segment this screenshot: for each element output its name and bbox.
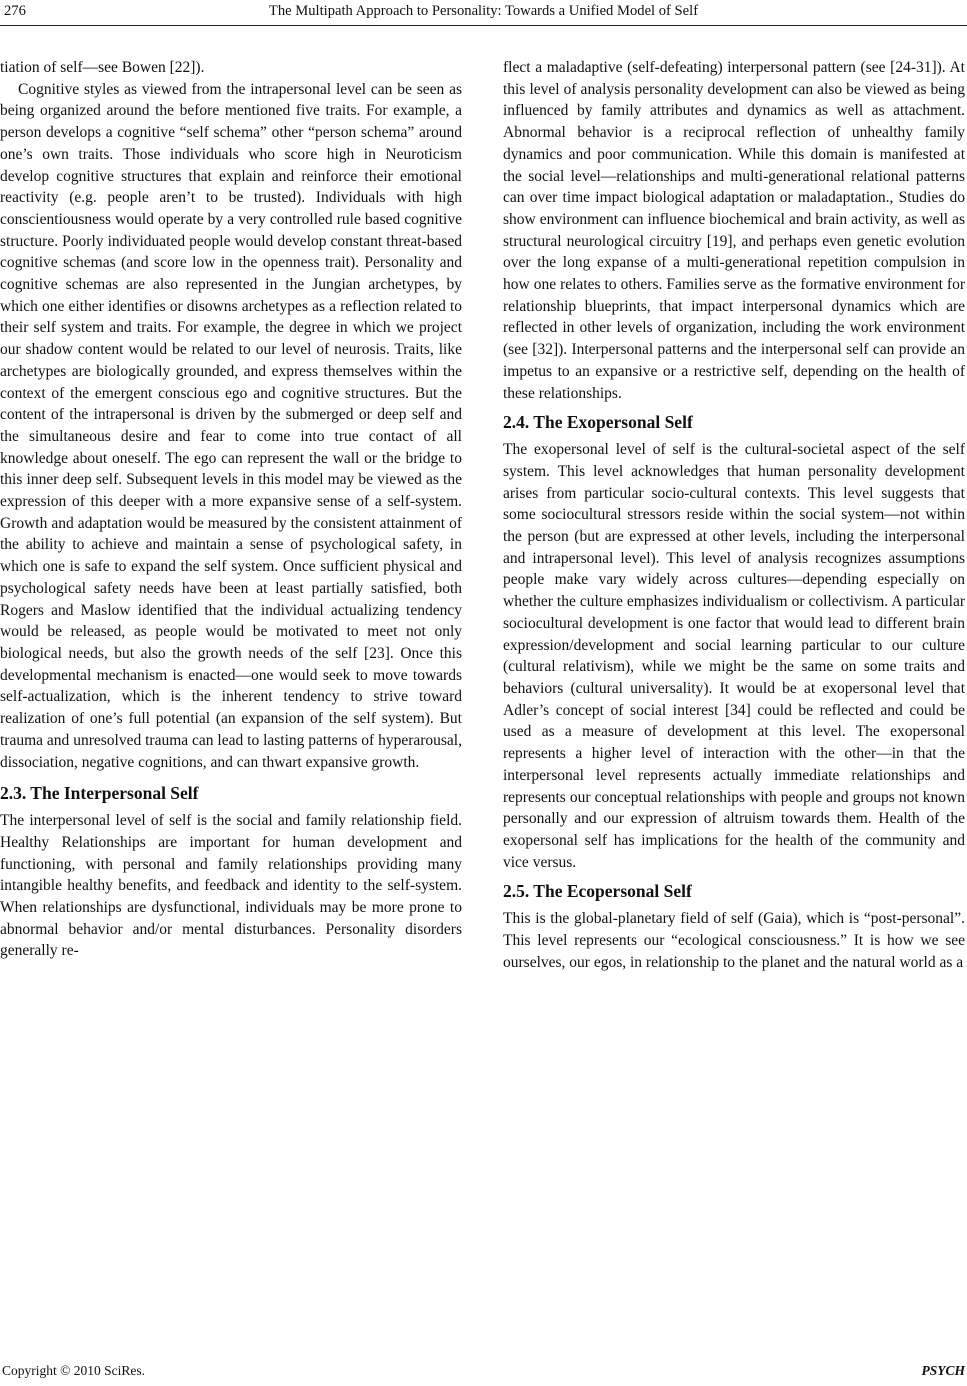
paragraph: The interpersonal level of self is the social and family relationship field. Healthy Relationships are important for human development and functioning, with personal and family relationships providing many intangible healthy benefits, and feedback and identity to the self-system. When relationships are dysfunctional, individuals may be more prone to abnormal behavior and/or mental disturbances. Personality disorders generally re- xyxy=(0,812,462,960)
right-column xyxy=(503,57,965,973)
journal-name: PSYCH xyxy=(921,1363,965,1378)
page-number: 276 xyxy=(4,3,26,19)
paragraph: tiation of self—see Bowen [22]). xyxy=(0,59,205,76)
section-heading: 2.4. The Exopersonal Self xyxy=(503,412,693,433)
copyright-notice: Copyright © 2010 SciRes. xyxy=(2,1363,146,1378)
left-column xyxy=(0,57,462,962)
paragraph: Cognitive styles as viewed from the intrapersonal level can be seen as being organized around the before mentioned five traits. For example, a person develops a cognitive “self schema” other “person schema” around one’s own traits. Those individuals who score high in Neuroticism develop cognitive structures that explain and reinforce their emotional reactivity (e.g. people aren’t to be trusted). Individuals with high conscientiousness would operate by a very controlled rule based cognitive structure. Poorly individuated people would develop constant threat-based cognitive schemas (and score low in the openness trait). Personality and cognitive schemas are also represented in the Jungian archetypes, by which one either identifies or disowns archetypes as a reflection related to their self system and traits. For example, the degree in which we project our shadow content would be related to our level of neurosis. Traits, like archetypes are biologically grounded, and express themselves within the context of the emergent conscious ego and cognitive structures. But the content of the intrapersonal is driven by the submerged or deep self and the simultaneous desire and fear to come into true contact of all knowledge about oneself. The ego can represent the wall or the bridge to this inner deep self. Subsequent levels in this model may be viewed as the expression of this deeper with a more expansive sense of a self-system. Growth and adaptation would be measured by the consistent attainment of the ability to achieve and maintain a sense of psychological safety, in which one is safe to expand the self system. Once sufficient physical and psychological safety needs have been at least partially satisfied, both Rogers and Maslow identified that the individual actualizing tendency would be released, as people would be motivated to meet not only biological needs, but also the growth needs of the self [23]. Once this developmental mechanism is enacted—one would seek to move towards self-actualization, which is the inherent tendency to strive toward realization of one’s full potential (an expansion of the self system). But trauma and unresolved trauma can lead to lasting patterns of hyperarousal, dissociation, negative cognitions, and can thwart expansive growth. xyxy=(0,80,462,771)
paragraph: The exopersonal level of self is the cultural-societal aspect of the self system. This level acknowledges that human personality development arises from particular socio-cultural contexts. This level suggests that some sociocultural stressors reside within the social system—not within the person (but are expressed at other levels, including the interpersonal and intrapersonal level). This level of analysis recognizes assumptions people make vary widely across cultures—depending especially on whether the culture emphasizes individualism or collectivism. A particular sociocultural development is one factor that would lead to different brain expression/development and social learning particular to our culture (cultural relativism), while we might be the same on some traits and behaviors (cultural universality). It would be at exopersonal level that Adler’s concept of social interest [34] could be reflected and could be used as a measure of development at this level. The exopersonal represents a higher level of interaction with the other—in that the interpersonal level represents actually immediate relationships and represents our conceptual relationships with people and groups not known personally and our expression of altruism towards them. Health of the exopersonal self has implications for the health of the community and vice versus. xyxy=(503,441,965,871)
paragraph: This is the global-planetary field of self (Gaia), which is “post-personal”. This level represents our “ecological consciousness.” It is how we see ourselves, our egos, in relationship to the planet and the natural world as a xyxy=(503,910,965,971)
section-heading: 2.3. The Interpersonal Self xyxy=(0,783,199,804)
section-heading: 2.5. The Ecopersonal Self xyxy=(503,881,692,902)
header-rule xyxy=(0,25,967,26)
paragraph: flect a maladaptive (self-defeating) interpersonal pattern (see [24-31]). At this level of analysis personality development can also be viewed as being influenced by family attributes and dynamics as well as attachment. Abnormal behavior is a reciprocal reflection of unhealthy family dynamics and poor communication. While this domain is manifested at the social level—relationships and multi-generational relational patterns can over time impact biological adaptation or maladaptation., Studies do show environment can influence biochemical and brain activity, as well as structural neurological circuitry [19], and perhaps even genetic evolution over the long expanse of a multi-generational repetition compulsion in how one relates to others. Families serve as the formative environment for relationship blueprints, that impact interpersonal dynamics which are reflected in other levels of organization, including the work environment (see [32]). Interpersonal patterns and the interpersonal self can provide an impetus to an expansive or a restrictive self, depending on the health of these relationships. xyxy=(503,59,965,402)
running-title: The Multipath Approach to Personality: Towards a Unified Model of Self xyxy=(268,3,699,19)
